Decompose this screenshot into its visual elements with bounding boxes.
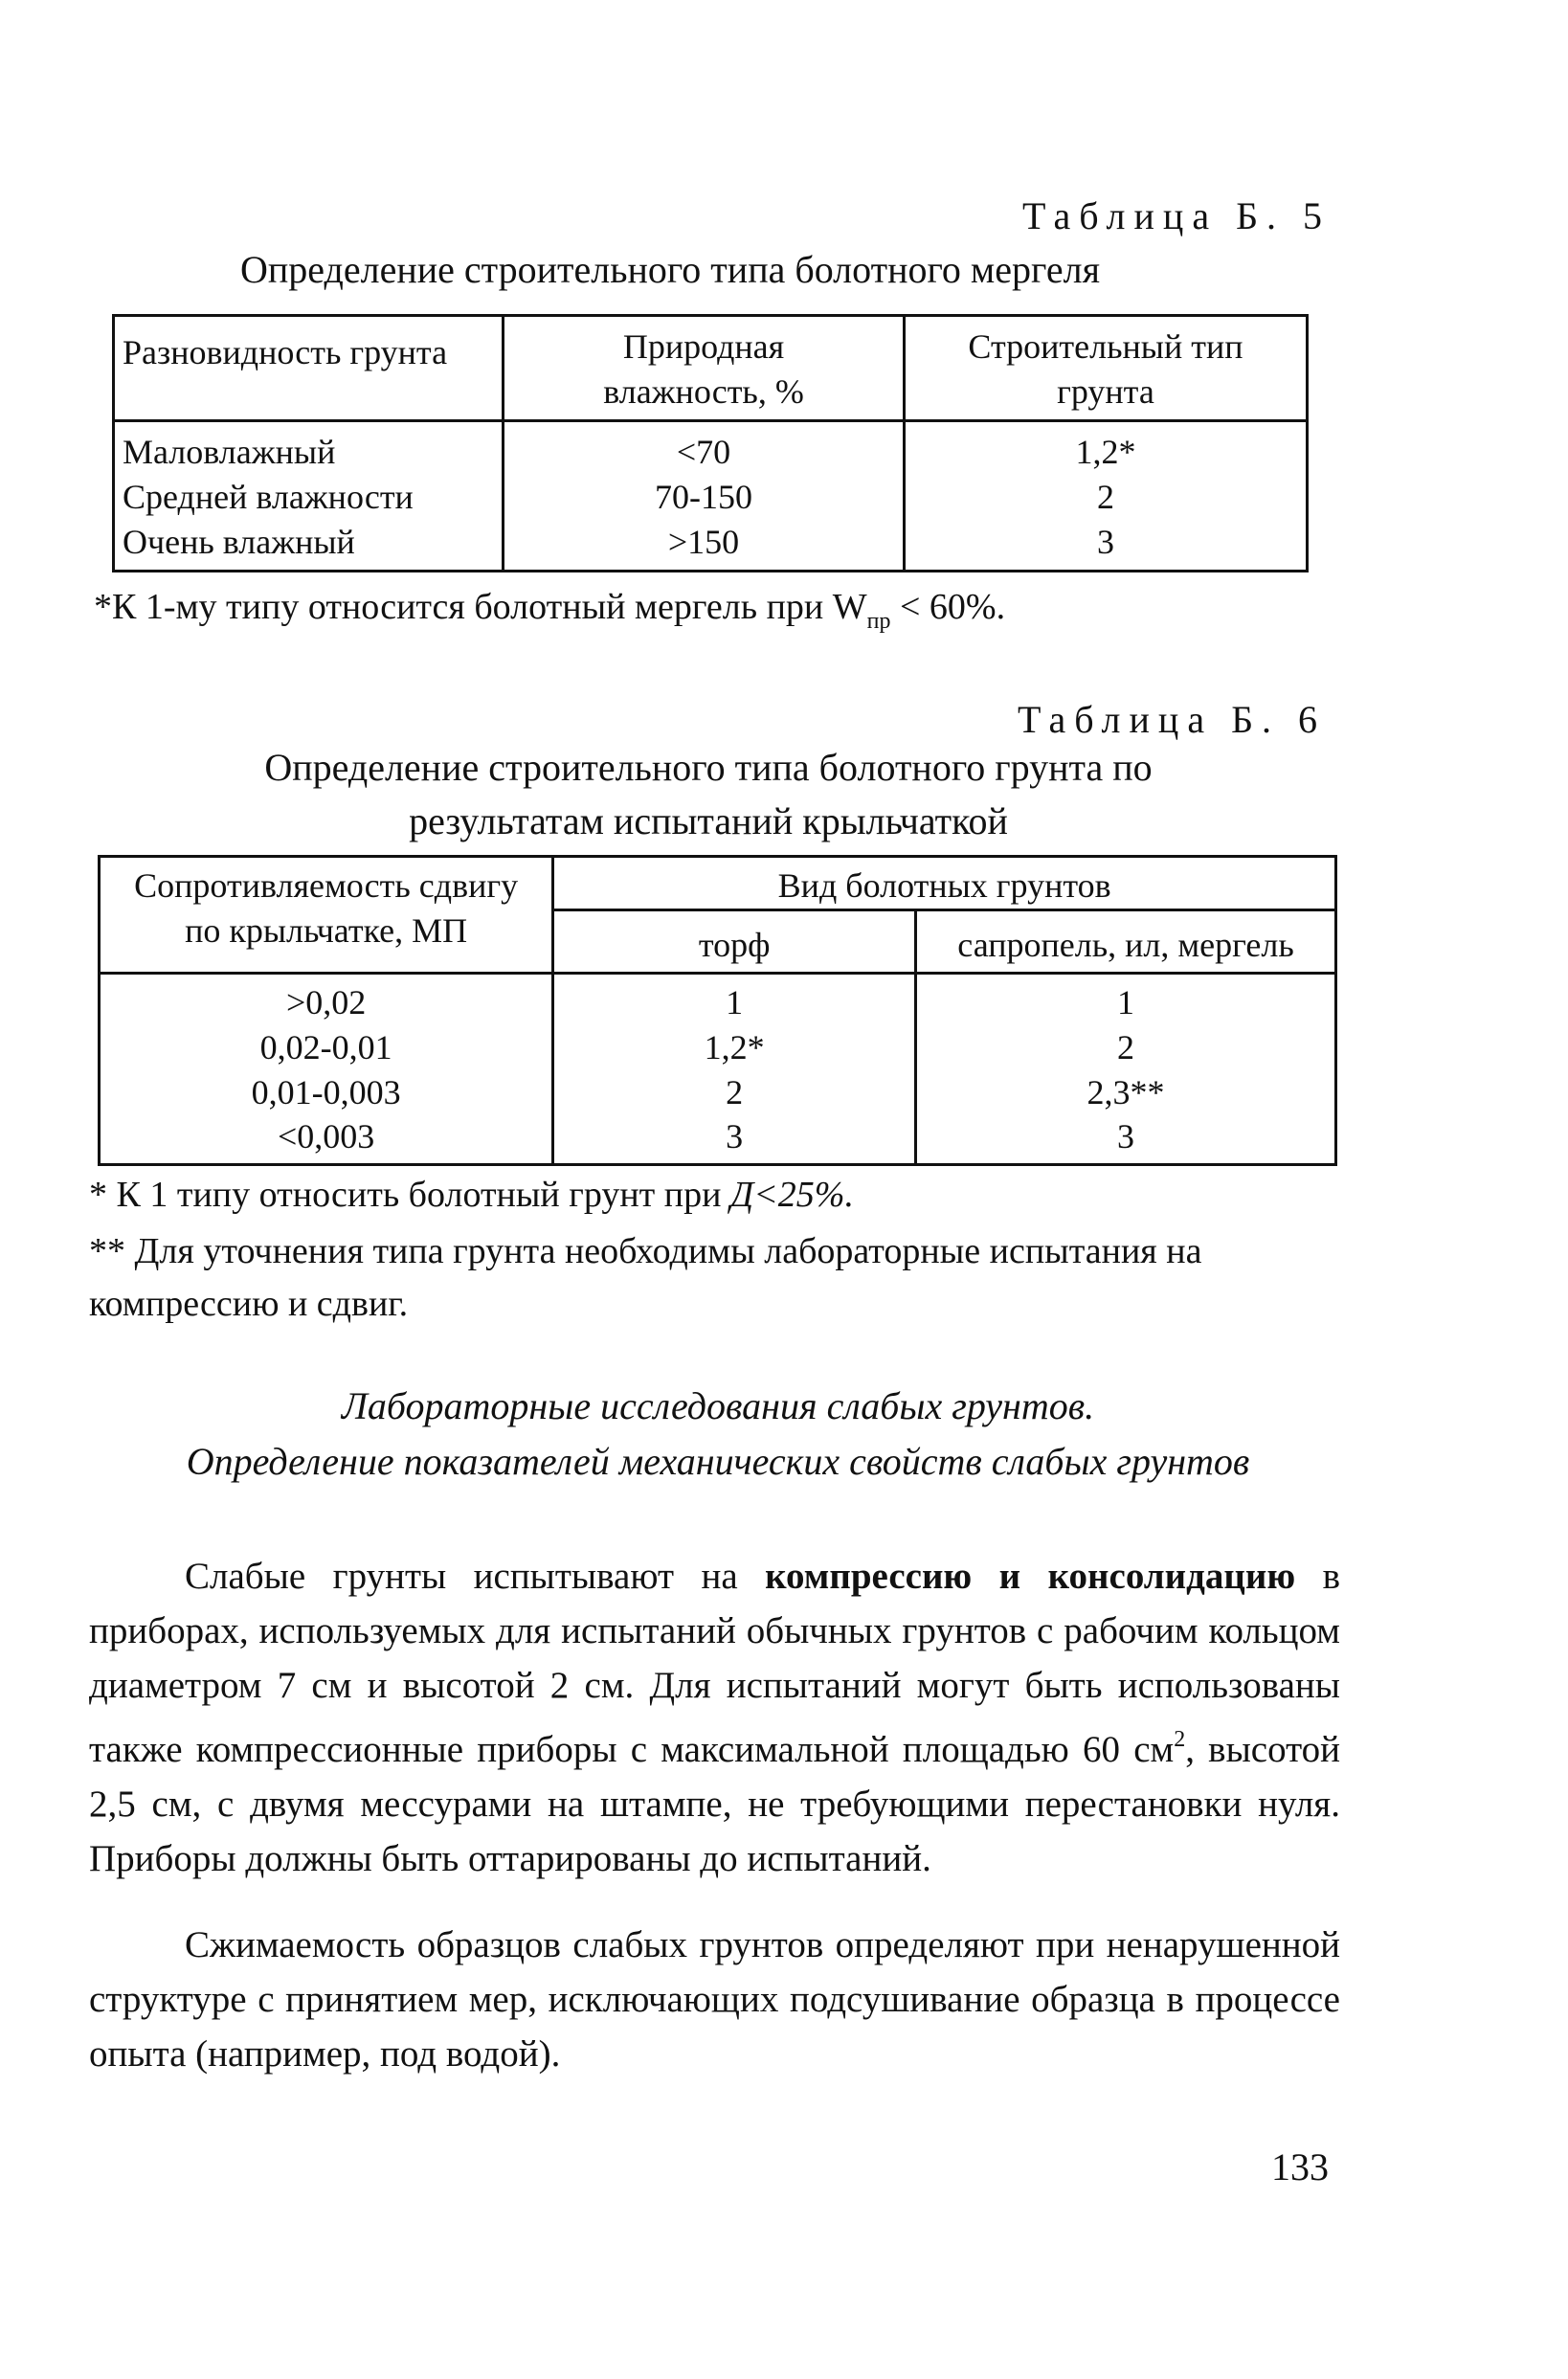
- table6-header-sapropel: сапропель, ил, мергель: [916, 910, 1336, 974]
- table6-header-col1: [100, 857, 553, 974]
- table5-header-col3-line2: грунта: [1057, 371, 1154, 411]
- table5-header-col2: [504, 316, 905, 421]
- table6-header-col1-line1: Сопротивляемость сдвигу: [134, 866, 519, 905]
- table5-header-col1: Разновидность грунта: [114, 316, 504, 421]
- table5-row2-col3: 2: [1096, 477, 1114, 516]
- table6-row3-col2: 2: [726, 1072, 744, 1111]
- table6-col1-cell: [100, 974, 553, 1165]
- table5-row2-col1: Средней влажности: [123, 477, 414, 516]
- table6-header-col1-line2: по крыльчатке, МП: [185, 910, 468, 950]
- table6-body-row: [100, 974, 1336, 1165]
- table5-col1-cell: [114, 421, 504, 572]
- table5-note-prefix: *К 1-му типу относится болотный мергель при W: [94, 587, 867, 627]
- paragraph-1-end: , высотой 2,5 см, с двумя мессурами на штампе, не требующими перестановки нуля. Приборы должны быть оттарированы до испытаний.: [89, 1729, 1340, 1879]
- paragraph-1-bold: компрессию и консолидацию: [765, 1556, 1296, 1597]
- table6-caption-line1: Определение строительного типа болотного грунта по: [264, 746, 1153, 789]
- section-heading-line1: Лабораторные исследования слабых грунтов.: [341, 1384, 1095, 1427]
- table6-col2-cell: [553, 974, 916, 1165]
- table5-header-row: [114, 316, 1308, 421]
- table5-col2-cell: [504, 421, 905, 572]
- table6-note1-italic: Д<25%.: [729, 1175, 854, 1215]
- table5-header-col2-line2: влажность, %: [603, 371, 804, 411]
- table5-body-row: [114, 421, 1308, 572]
- table5-caption: Определение строительного типа болотного мергеля: [240, 248, 1100, 291]
- table5-note: [94, 586, 1005, 635]
- table5-header-col3-line1: Строительный тип: [968, 327, 1243, 366]
- table6: [98, 855, 1337, 1166]
- table5-row1-col1: Маловлажный: [123, 433, 336, 471]
- table5-row1-col2: <70: [676, 433, 731, 471]
- paragraph-2: [89, 1918, 1340, 2081]
- table6-row1-col2: 1: [726, 983, 744, 1021]
- table5-note-suffix: < 60%.: [890, 587, 1006, 627]
- table5-row3-col3: 3: [1096, 522, 1114, 561]
- table5: [112, 314, 1309, 572]
- table6-header-torf: торф: [553, 910, 916, 974]
- table5-row2-col2: 70-150: [655, 477, 753, 516]
- table6-header-row1: [100, 857, 1336, 910]
- table6-row2-col1: 0,02-0,01: [259, 1027, 392, 1066]
- table6-row4-col1: <0,003: [277, 1117, 375, 1156]
- table5-note-sub: пр: [866, 609, 891, 634]
- table5-col3-cell: [904, 421, 1307, 572]
- paragraph-1-superscript: 2: [1174, 1727, 1186, 1752]
- paragraph-2-text: Сжимаемость образцов слабых грунтов определяют при ненарушенной структуре с принятием мер, исключающих подсушивание образца в процессе опыта (например, под водой).: [89, 1924, 1340, 2075]
- table6-row1-col1: >0,02: [285, 983, 367, 1021]
- table6-note2: ** Для уточнения типа грунта необходимы лабораторные испытания на компрессию и сдвиг.: [89, 1231, 1202, 1325]
- table6-row4-col3: 3: [1117, 1117, 1135, 1156]
- table5-header-col3: [904, 316, 1307, 421]
- table6-row3-col1: 0,01-0,003: [251, 1072, 401, 1111]
- table6-col3-cell: [916, 974, 1336, 1165]
- paragraph-1: [89, 1549, 1340, 1886]
- table6-row1-col3: 1: [1117, 983, 1135, 1021]
- table5-label: Таблица Б. 5: [1022, 194, 1332, 237]
- table5-row3-col2: >150: [667, 522, 740, 561]
- table6-note1-prefix: * К 1 типу относить болотный грунт при: [89, 1175, 730, 1215]
- table5-header-col2-line1: Природная: [622, 327, 785, 366]
- table6-row2-col2: 1,2*: [704, 1027, 765, 1066]
- table6-header-group: Вид болотных грунтов: [553, 857, 1336, 910]
- page-number: 133: [1271, 2145, 1329, 2188]
- table6-note1: [89, 1174, 854, 1216]
- table6-row4-col2: 3: [726, 1117, 744, 1156]
- table6-row2-col3: 2: [1117, 1027, 1135, 1066]
- table5-row3-col1: Очень влажный: [123, 522, 355, 561]
- table6-caption-line2: результатам испытаний крыльчаткой: [409, 799, 1008, 842]
- paragraph-1-middle: в приборах, используемых для испытаний обычных грунтов с рабочим кольцом диаметром 7 см и высотой 2 см. Для испытаний могут быть использованы также компрессионные приборы с максимальной площадью 60 см: [89, 1556, 1340, 1770]
- section-heading-line2: Определение показателей механических свойств слабых грунтов: [186, 1440, 1250, 1483]
- paragraph-1-start: Слабые грунты испытывают на: [185, 1556, 766, 1597]
- table5-row1-col3: 1,2*: [1075, 433, 1136, 471]
- table6-label: Таблица Б. 6: [1018, 698, 1327, 741]
- table6-row3-col3: 2,3**: [1086, 1072, 1165, 1111]
